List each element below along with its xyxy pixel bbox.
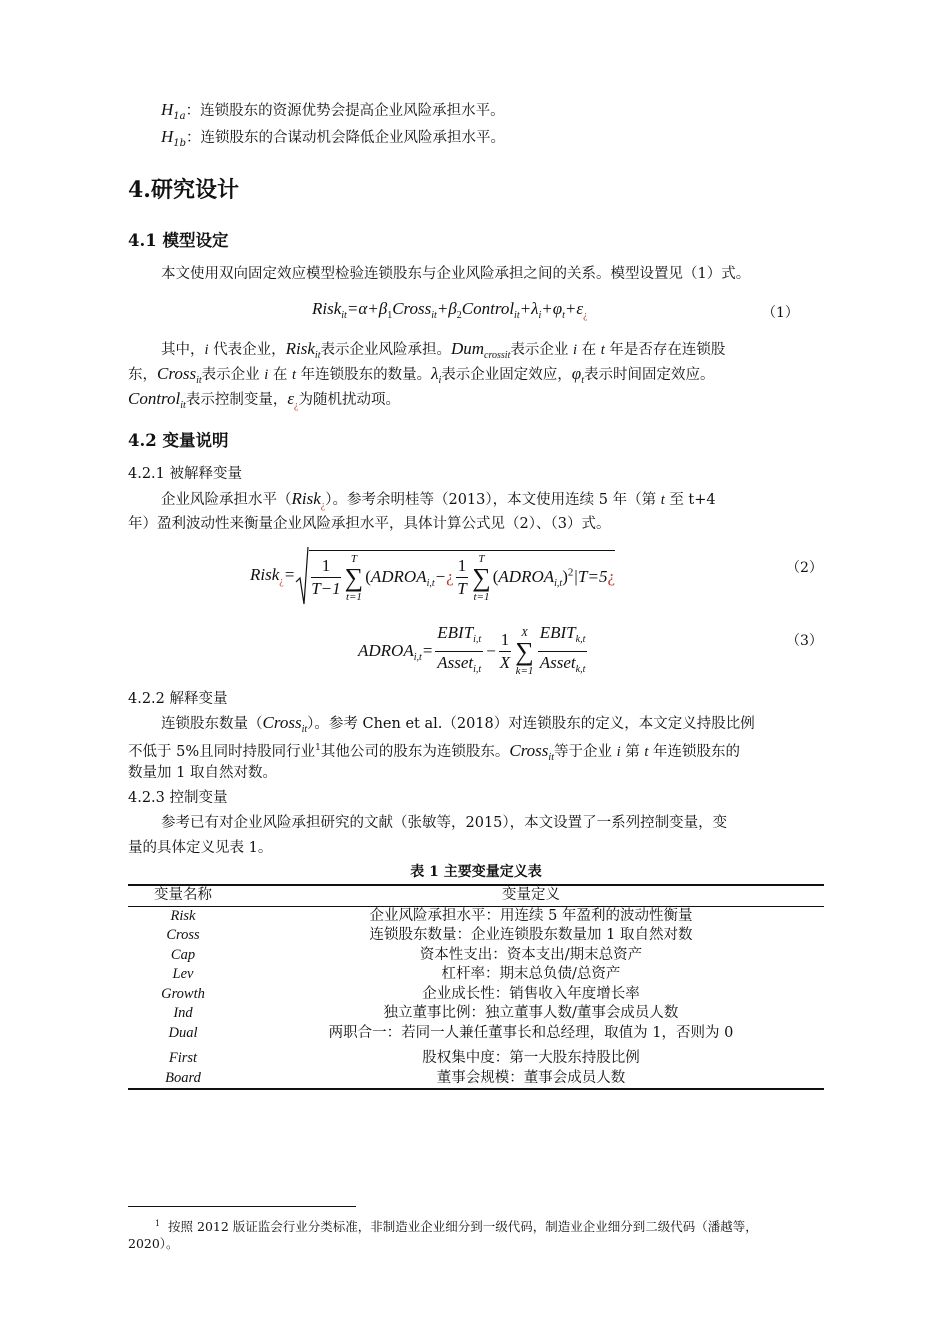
variable-name: Dual: [168, 1024, 198, 1041]
subsection-heading-4-1: 4.1 模型设定: [128, 231, 229, 250]
footnote-rule: [128, 1206, 356, 1207]
subsection-heading-4-2: 4.2 变量说明: [128, 431, 229, 450]
variable-definition: 资本性支出：资本支出/期末总资产: [419, 946, 643, 963]
footnote-mark: 1: [155, 1219, 161, 1228]
risk-paragraph-line-1: 企业风险承担水平（Risk$_¿$）。参考余明桂等（2013），本文使用连续 5 年（第 t 至 t+4: [161, 489, 716, 511]
variable-definition: 企业风险承担水平：用连续 5 年盈利的波动性衡量: [369, 907, 693, 924]
cross-paragraph-line-1: 连锁股东数量（Cross$_{it}$）。参考 Chen et al.（2018）对连锁股东的定义，本文定义持股比例: [161, 713, 755, 735]
cross-paragraph-line-2: 不低于 5%且同时持股同行业$^1$其他公司的股东为连锁股东。Cross$_{it}$等于企业 i 第 t 年连锁股东的: [128, 740, 740, 763]
variable-definition: 董事会规模：董事会成员人数: [436, 1069, 626, 1086]
table-header-name: 变量名称: [154, 887, 212, 903]
variable-name: Board: [165, 1069, 201, 1086]
table-row: [128, 1069, 824, 1090]
variable-definition: 连锁股东数量：企业连锁股东数量加 1 取自然对数: [369, 927, 693, 943]
hypothesis-symbol: H: [161, 127, 174, 146]
hypothesis-symbol: H: [161, 100, 174, 119]
variable-name: Ind: [173, 1005, 193, 1021]
sqrt-sign: [295, 546, 309, 606]
table-row: [128, 985, 824, 1005]
variable-definition: 股权集中度：第一大股东持股比例: [422, 1050, 640, 1066]
explain-line-3: Control$_{it}$表示控制变量，$\varepsilon_¿$为随机扰动项。: [128, 389, 400, 411]
hypothesis-subscript: 1a: [173, 111, 186, 122]
table-row: [128, 906, 824, 926]
equation-3-number: （3）: [786, 633, 823, 649]
equation-3: $ADROA_{i,t}=$ $\frac{EBIT_{i,t}}{Asset_{i,t}}$ − $\frac{1}{X}$ X ∑ k=1 $\frac{EBIT_{k,t}}{Asset_{k,t}}$: [358, 623, 586, 677]
table-row: [128, 965, 824, 985]
cross-paragraph-line-3: 数量加 1 取自然对数。: [128, 765, 277, 781]
explain-line-1: 其中，i 代表企业，Risk$_{it}$表示企业风险承担。Dum$_{crossit}$表示企业 i 在 t 年是否存在连锁股: [161, 339, 726, 361]
table-row: [128, 926, 824, 946]
subsubsection-4-2-1: 4.2.1 被解释变量: [128, 466, 243, 482]
explain-line-2: 东，Cross$_{it}$表示企业 i 在 t 年连锁股东的数量。$\lambda_i$表示企业固定效应，$\varphi_t$表示时间固定效应。: [128, 364, 715, 386]
variable-name: Cap: [170, 946, 196, 963]
subsubsection-4-2-2: 4.2.2 解释变量: [128, 691, 228, 707]
variable-definition: 独立董事比例：独立董事人数/董事会成员人数: [383, 1005, 679, 1021]
risk-paragraph-line-2: 年）盈利波动性来衡量企业风险承担水平，具体计算公式见（2）、（3）式。: [128, 516, 611, 532]
hypothesis-1a: [161, 100, 505, 127]
variable-definition-table: [128, 884, 824, 1090]
footnote-line-1: $^1$ 按照 2012 版证监会行业分类标准，非制造业企业细分到一级代码，制造业企业细分到二级代码（潘越等，: [155, 1219, 758, 1235]
control-paragraph-line-1: 参考已有对企业风险承担研究的文献（张敏等，2015），本文设置了一系列控制变量，变: [161, 815, 728, 831]
hypothesis-text: ：连锁股东的资源优势会提高企业风险承担水平。: [185, 103, 505, 119]
subsubsection-4-2-3: 4.2.3 控制变量: [128, 790, 228, 806]
hypothesis-text: ：连锁股东的合谋动机会降低企业风险承担水平。: [186, 130, 506, 146]
variable-name: Lev: [172, 966, 194, 982]
equation-2: Risk$_¿$= $\frac{1}{T-1}$ T ∑ $t=1(ADROA_{i,t}-¿$ $\frac{1}{T}$ T ∑ $t=1(ADROA_{i,t})^2|T=5¿$: [250, 546, 615, 606]
hypothesis-subscript: 1b: [173, 138, 187, 149]
variable-name: Growth: [161, 985, 205, 1002]
table-caption: 表 1 主要变量定义表: [410, 864, 542, 880]
variable-name: First: [168, 1050, 198, 1066]
control-paragraph-line-2: 量的具体定义见表 1。: [128, 840, 273, 856]
table-row: [128, 1004, 824, 1024]
hypothesis-1b: [161, 127, 505, 154]
variable-name: Cross: [166, 927, 200, 943]
table-row: [128, 946, 824, 966]
model-paragraph: 本文使用双向固定效应模型检验连锁股东与企业风险承担之间的关系。模型设置见（1）式。: [161, 266, 751, 282]
variable-definition: 企业成长性：销售收入年度增长率: [422, 985, 640, 1002]
variable-definition: 两职合一：若同一人兼任董事长和总经理，取值为 1，否则为 0: [328, 1024, 734, 1041]
table-row: [128, 1024, 824, 1044]
table-row: [128, 1043, 824, 1069]
footnote-line-2: 2020）。: [128, 1236, 179, 1251]
section-heading: 4.研究设计: [128, 177, 239, 203]
equation-1-number: （1）: [762, 305, 799, 321]
table-header-definition: 变量定义: [502, 887, 560, 903]
variable-definition: 杠杆率：期末总负债/总资产: [441, 966, 621, 982]
variable-name: Risk: [170, 907, 196, 924]
equation-2-number: （2）: [786, 560, 823, 576]
equation-1: $Risk_{it}=\alpha+\beta_1Cross_{it}+\beta_2Control_{it}+\lambda_i+\varphi_t+\varepsilon_¿$: [312, 299, 588, 321]
